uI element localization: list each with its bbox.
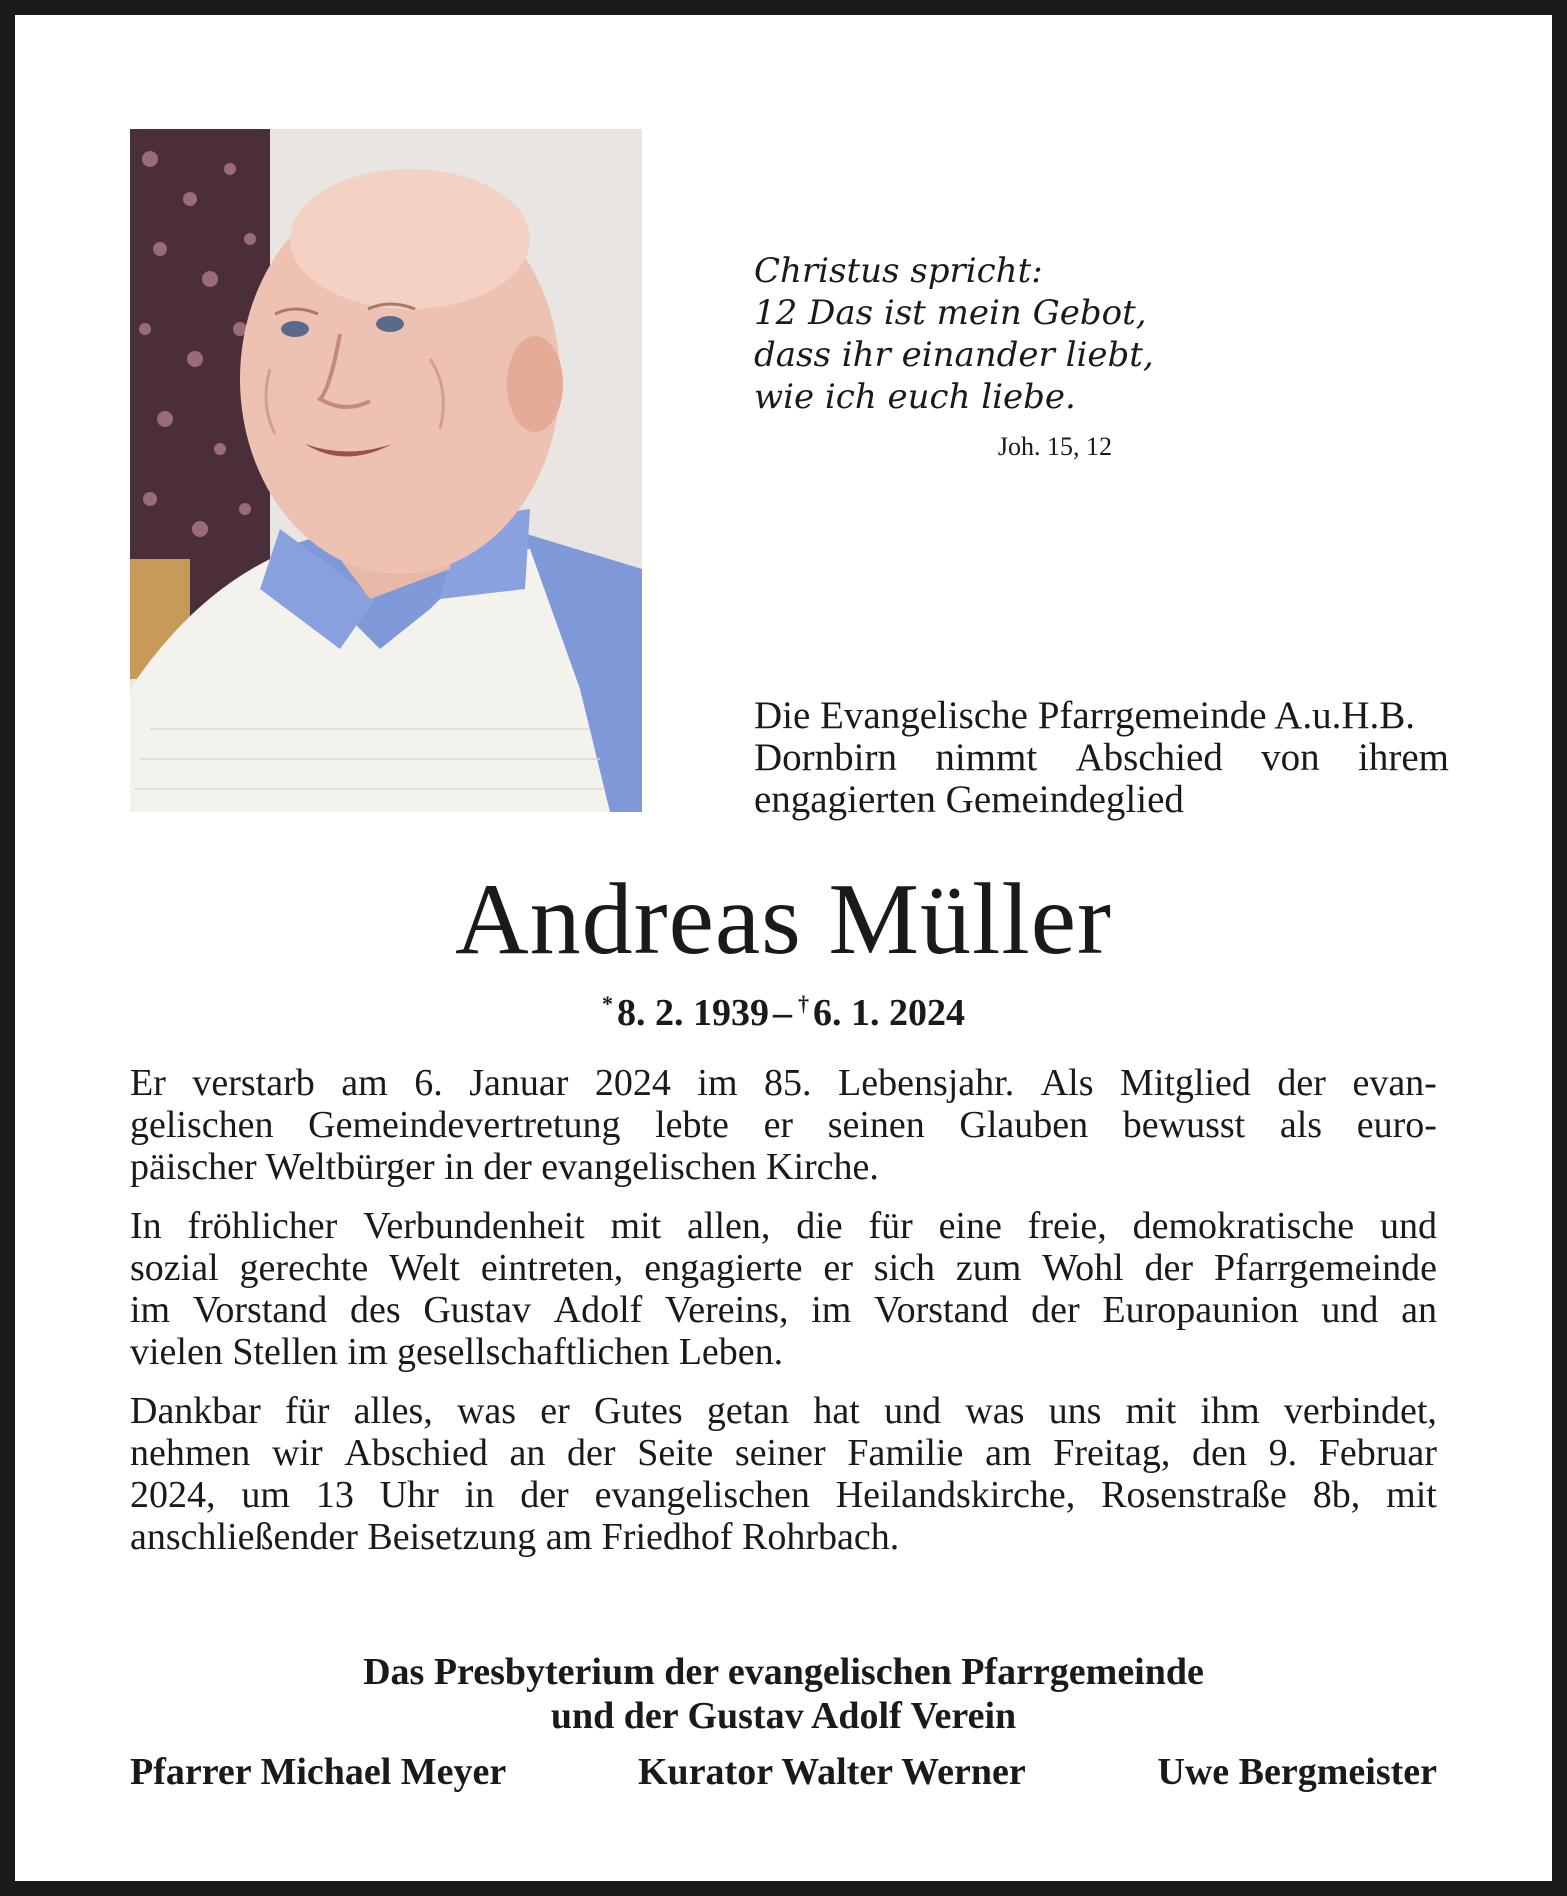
paragraph-line: nehmen wir Abschied an der Seite seiner Familie am Freitag, den 9. Februar	[130, 1432, 1437, 1474]
obituary-body	[130, 1062, 1437, 1575]
signature-organization	[0, 1650, 1567, 1738]
bible-quote	[754, 250, 1174, 418]
quote-line: wie ich euch liebe.	[754, 377, 1076, 417]
signature-org-line: und der Gustav Adolf Verein	[550, 1695, 1017, 1737]
paragraph-line: gelischen Gemeindevertretung lebte er seinen Glauben bewusst als euro-	[130, 1104, 1437, 1146]
signature-names	[130, 1750, 1437, 1794]
quote-line: dass ihr einander liebt,	[754, 335, 1154, 375]
paragraph-line: sozial gerechte Welt eintreten, engagierte er sich zum Wohl der Pfarrgemeinde	[130, 1247, 1437, 1289]
intro-line: Die Evangelische Pfarrgemeinde A.u.H.B.	[754, 694, 1416, 737]
death-symbol: †	[798, 991, 809, 1016]
paragraph-line: 2024, um 13 Uhr in der evangelischen Heilandskirche, Rosenstraße 8b, mit	[130, 1474, 1437, 1516]
birth-symbol: *	[602, 991, 613, 1016]
paragraph-line: päischer Weltbürger in der evangelischen Kirche.	[130, 1146, 879, 1188]
quote-line: 12 Das ist mein Gebot,	[754, 293, 1147, 333]
signature-name: Uwe Bergmeister	[1157, 1751, 1437, 1793]
intro-line: engagierten Gemeindeglied	[754, 778, 1184, 821]
signature-org-line: Das Presbyterium der evangelischen Pfarrgemeinde	[363, 1651, 1204, 1693]
paragraph-line: In fröhlicher Verbundenheit mit allen, die für eine freie, demokratische und	[130, 1205, 1437, 1247]
paragraph-line: anschließender Beisetzung am Friedhof Rohrbach.	[130, 1516, 900, 1558]
paragraph-line: im Vorstand des Gustav Adolf Vereins, im Vorstand der Europaunion und an	[130, 1289, 1437, 1331]
paragraph-line: Dankbar für alles, was er Gutes getan hat und was uns mit ihm verbindet,	[130, 1390, 1437, 1432]
life-dates	[0, 982, 1567, 1035]
paragraph-line: Er verstarb am 6. Januar 2024 im 85. Lebensjahr. Als Mitglied der evan-	[130, 1062, 1437, 1104]
portrait-photo	[130, 129, 642, 812]
paragraph	[130, 1062, 1437, 1188]
date-separator: –	[773, 992, 792, 1034]
quote-reference: Joh. 15, 12	[997, 432, 1112, 461]
intro-line: Dornbirn nimmt Abschied von ihrem	[754, 736, 1449, 779]
paragraph-line: vielen Stellen im gesellschaftlichen Leben.	[130, 1331, 784, 1373]
deceased-name: Andreas Müller	[455, 863, 1112, 976]
paragraph	[130, 1390, 1437, 1558]
intro-text	[754, 695, 1449, 821]
paragraph	[130, 1205, 1437, 1373]
quote-line: Christus spricht:	[754, 251, 1043, 291]
death-date: 6. 1. 2024	[813, 992, 965, 1034]
signature-name: Pfarrer Michael Meyer	[130, 1751, 507, 1793]
signature-name: Kurator Walter Werner	[638, 1751, 1026, 1793]
birth-date: 8. 2. 1939	[617, 992, 769, 1034]
